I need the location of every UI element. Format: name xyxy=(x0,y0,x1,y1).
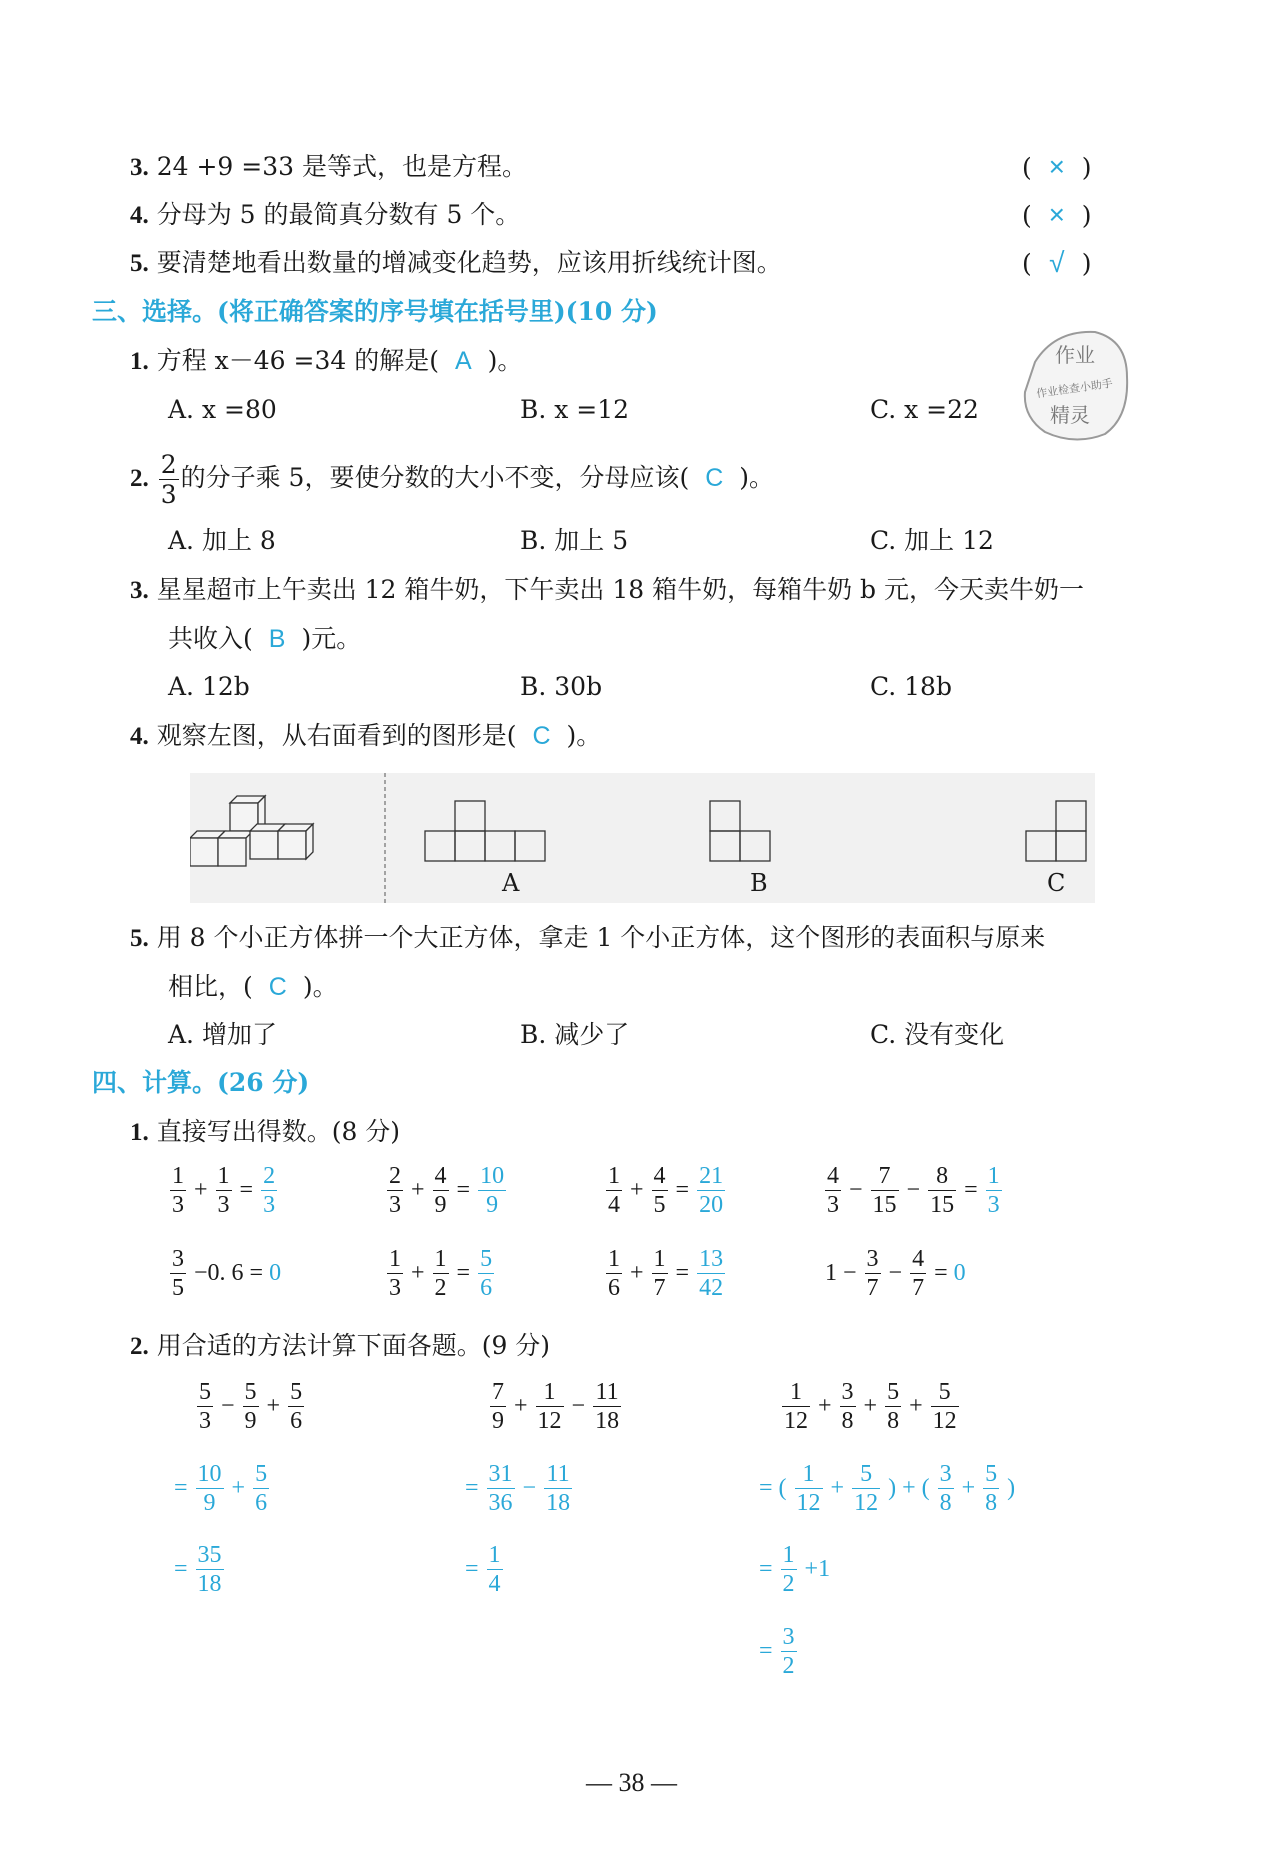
answer-mark: × xyxy=(1048,151,1065,182)
answer-fraction: $\frac{21}{20}$ xyxy=(699,1163,724,1218)
option-c: C. 没有变化 xyxy=(870,1020,1005,1049)
judge-item-3 xyxy=(130,147,527,188)
choice-q3-line2 xyxy=(168,619,361,659)
section-title-choice: 三、选择。(将正确答案的序号填在括号里)(10 分) xyxy=(92,297,658,326)
answer-letter: A xyxy=(454,347,472,375)
option-b: B. 30b xyxy=(520,672,603,701)
item-number: 4. xyxy=(130,723,149,750)
item-number: 1. xyxy=(130,348,149,375)
question-text: 方程 x－46 =34 的解是( xyxy=(156,346,439,375)
judge-answer-4: ( × ) xyxy=(1022,195,1092,236)
working-step: = $\frac{35}{18}$ xyxy=(174,1542,222,1597)
section-title-calc: 四、计算。(26 分) xyxy=(92,1068,310,1097)
item-text: 24 +9 =33 是等式，也是方程。 xyxy=(156,152,527,181)
option-a: A. 12b xyxy=(168,672,250,701)
question-text: 用合适的方法计算下面各题。(9 分) xyxy=(156,1331,551,1360)
answer-fraction: $\frac{2}{3}$ xyxy=(263,1163,276,1218)
answer-letter: C xyxy=(532,722,551,750)
item-number: 3. xyxy=(130,577,149,604)
numerator: 2 xyxy=(160,450,177,479)
question-text-end: )元。 xyxy=(301,624,362,653)
working-step: = $\frac{1}{4}$ xyxy=(465,1542,501,1597)
judge-answer-5: ( √ ) xyxy=(1022,243,1092,284)
question-text-end: )。 xyxy=(566,721,602,750)
judge-item-5 xyxy=(130,243,782,284)
answer-mark: × xyxy=(1048,199,1065,230)
expression: $\frac{1}{3}$ + $\frac{1}{2}$ = $\frac{5}{6}$ xyxy=(389,1246,493,1301)
answer-mark: √ xyxy=(1049,247,1065,278)
working-step: = $\frac{1}{2}$ +1 xyxy=(759,1542,831,1597)
question-text-end: )。 xyxy=(739,463,775,492)
answer-fraction: $\frac{13}{42}$ xyxy=(699,1246,724,1301)
choice-q5-line2 xyxy=(168,967,338,1007)
svg-text:作业: 作业 xyxy=(1055,343,1095,367)
choice-q1 xyxy=(130,341,522,382)
expression: $\frac{3}{5}$ −0. 6 = 0 xyxy=(172,1246,282,1301)
answer-letter: B xyxy=(268,625,286,653)
answer-letter: C xyxy=(705,464,724,492)
calc-q2 xyxy=(130,1326,550,1367)
expression: $\frac{7}{9}$ + $\frac{1}{12}$ − $\frac{11}{18}$ xyxy=(492,1379,620,1434)
question-text: 的分子乘 5，要使分数的大小不变，分母应该( xyxy=(180,463,690,492)
stamp-logo xyxy=(1015,322,1133,446)
item-number: 1. xyxy=(130,1119,149,1146)
expression: $\frac{1}{12}$ + $\frac{3}{8}$ + $\frac{5}{8}$ + $\frac{5}{12}$ xyxy=(784,1379,957,1434)
question-text-end: )。 xyxy=(302,972,338,1001)
cube-figure-panel xyxy=(190,773,1095,903)
answer-fraction: $\frac{10}{9}$ xyxy=(480,1163,505,1218)
item-number: 2. xyxy=(130,465,149,492)
judge-item-4 xyxy=(130,195,520,236)
answer-letter: C xyxy=(268,973,287,1001)
option-a: A. x =80 xyxy=(168,395,277,424)
option-c: C. 加上 12 xyxy=(870,526,994,555)
page-number: — 38 — xyxy=(586,1768,677,1797)
working-step: = $\frac{31}{36}$ − $\frac{11}{18}$ xyxy=(465,1461,571,1516)
item-number: 4. xyxy=(130,202,149,229)
expression: $\frac{4}{3}$ − $\frac{7}{15}$ − $\frac{8}{15}$ = $\frac{1}{3}$ xyxy=(827,1163,1000,1218)
svg-text:精灵: 精灵 xyxy=(1050,403,1090,427)
choice-q4 xyxy=(130,716,601,757)
answer-fraction: $\frac{1}{3}$ xyxy=(987,1163,1000,1218)
item-number: 3. xyxy=(130,154,149,181)
choice-q3 xyxy=(130,570,1084,611)
expression: $\frac{1}{4}$ + $\frac{4}{5}$ = $\frac{21}{20}$ xyxy=(608,1163,724,1218)
option-c: C. x =22 xyxy=(870,395,979,424)
page-number-value: 38 xyxy=(618,1768,645,1797)
judge-answer-3: ( × ) xyxy=(1022,147,1092,188)
option-b: B. 加上 5 xyxy=(520,526,629,555)
expression: $\frac{2}{3}$ + $\frac{4}{9}$ = $\frac{10}{9}$ xyxy=(389,1163,505,1218)
denominator: 3 xyxy=(160,480,177,509)
option-b: B. 减少了 xyxy=(520,1020,630,1049)
working-step: = ( $\frac{1}{12}$ + $\frac{5}{12}$ ) + ( $\frac{3}{8}$ + $\frac{5}{8}$ ) xyxy=(759,1461,1016,1516)
expression: $\frac{1}{3}$ + $\frac{1}{3}$ = $\frac{2}{3}$ xyxy=(172,1163,276,1218)
expression: 1 − $\frac{3}{7}$ − $\frac{4}{7}$ = 0 xyxy=(825,1246,966,1301)
option-a: A. 增加了 xyxy=(168,1020,277,1049)
calc-q1 xyxy=(130,1112,400,1153)
working-step: = $\frac{10}{9}$ + $\frac{5}{6}$ xyxy=(174,1461,268,1516)
question-text-end: )。 xyxy=(487,346,523,375)
option-c: C. 18b xyxy=(870,672,952,701)
fraction xyxy=(159,452,179,507)
svg-text:作业检查小助手: 作业检查小助手 xyxy=(1035,376,1114,401)
working-step: = $\frac{3}{2}$ xyxy=(759,1624,795,1679)
option-b: B. x =12 xyxy=(520,395,630,424)
item-number: 5. xyxy=(130,250,149,277)
figure-label-c: C xyxy=(1047,869,1066,897)
expression: $\frac{1}{6}$ + $\frac{1}{7}$ = $\frac{13}{42}$ xyxy=(608,1246,724,1301)
option-a: A. 加上 8 xyxy=(168,526,276,555)
choice-q5 xyxy=(130,918,1045,959)
item-number: 5. xyxy=(130,925,149,952)
item-number: 2. xyxy=(130,1333,149,1360)
question-text: 相比，( xyxy=(168,972,253,1001)
question-text: 共收入( xyxy=(168,624,253,653)
item-text: 要清楚地看出数量的增减变化趋势，应该用折线统计图。 xyxy=(156,248,782,277)
choice-q2 xyxy=(130,452,774,507)
expression: $\frac{5}{3}$ − $\frac{5}{9}$ + $\frac{5}{6}$ xyxy=(199,1379,303,1434)
answer-fraction: $\frac{5}{6}$ xyxy=(480,1246,493,1301)
cube-solid-figure xyxy=(190,796,313,866)
figure-label-b: B xyxy=(750,869,768,897)
item-text: 分母为 5 的最简真分数有 5 个。 xyxy=(156,200,521,229)
figure-label-a: A xyxy=(502,869,520,897)
question-text: 用 8 个小正方体拼一个大正方体，拿走 1 个小正方体，这个图形的表面积与原来 xyxy=(156,923,1046,952)
question-text: 直接写出得数。(8 分) xyxy=(156,1117,401,1146)
question-text: 观察左图，从右面看到的图形是( xyxy=(156,721,517,750)
question-text: 星星超市上午卖出 12 箱牛奶，下午卖出 18 箱牛奶，每箱牛奶 b 元，今天卖牛奶一 xyxy=(156,575,1085,604)
